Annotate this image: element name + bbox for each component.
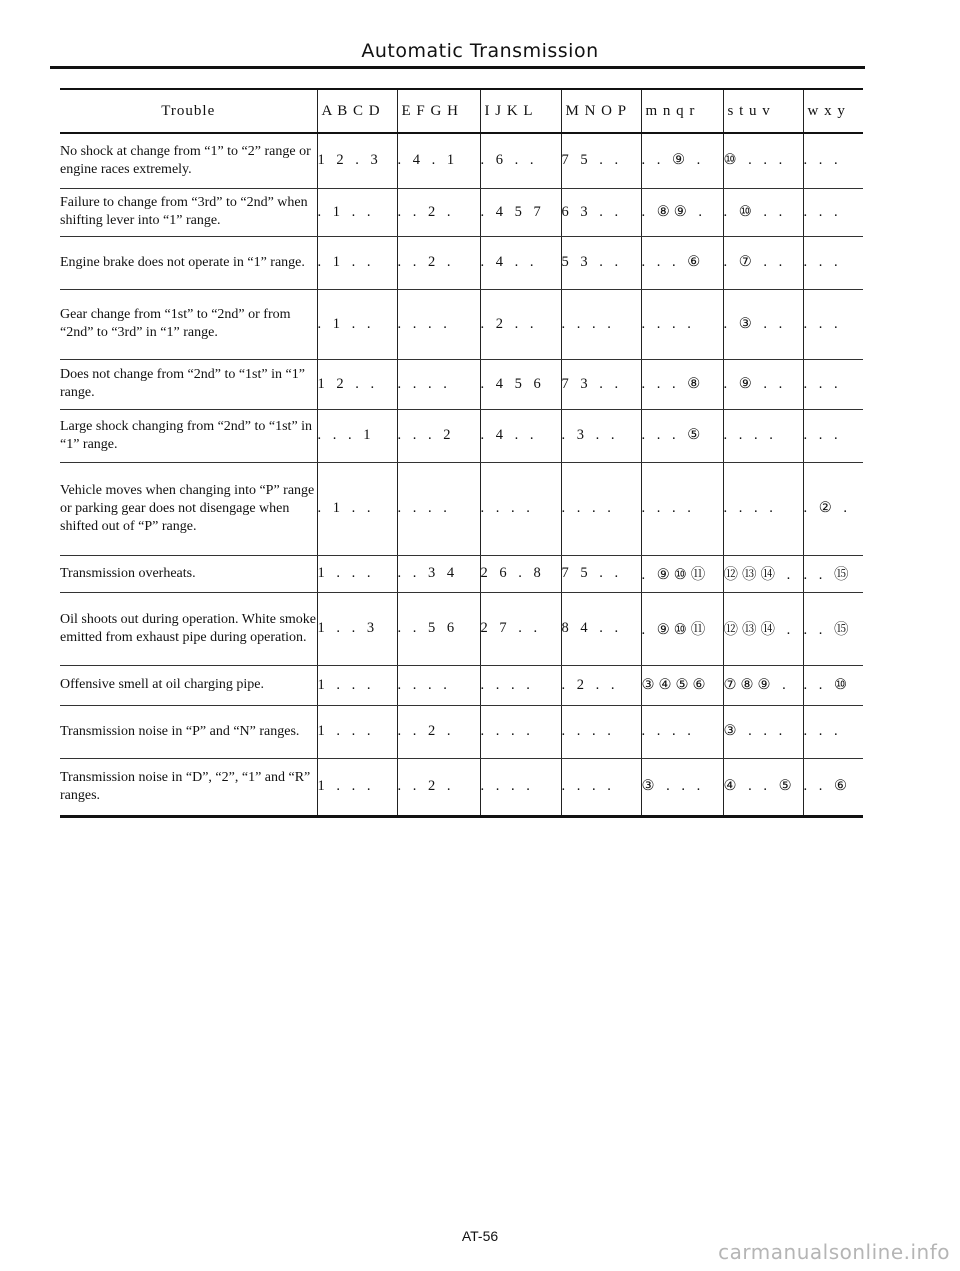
code-cell-efgh: . . . . [397,359,480,409]
code-cell-efgh: . . 3 4 [397,555,480,592]
code-cell-efgh: . . 2 . [397,758,480,816]
code-cell-stuv: ⑫⑬⑭ . [723,592,803,665]
code-cell-wxy: . . ⑩ [803,665,863,705]
code-cell-ijkl: . 4 . . [480,409,561,462]
trouble-description: Offensive smell at oil charging pipe. [60,665,317,705]
code-cell-stuv: ⑫⑬⑭ . [723,555,803,592]
code-cell-efgh: . . . . [397,665,480,705]
table-row [60,758,863,816]
column-header-stuv: s t u v [723,89,803,133]
code-cell-mnop: 7 5 . . [561,555,641,592]
code-cell-wxy: . . . [803,359,863,409]
table-row [60,665,863,705]
title-rule [50,66,865,69]
code-cell-mnop: 7 3 . . [561,359,641,409]
code-cell-stuv: . . . . [723,409,803,462]
code-cell-mnqr: . . . ⑧ [641,359,723,409]
table-row [60,289,863,359]
code-cell-stuv: ⑩ . . . [723,133,803,188]
column-header-abcd: A B C D [317,89,397,133]
code-cell-abcd: . 1 . . [317,188,397,236]
code-cell-stuv: . ⑦ . . [723,236,803,289]
code-cell-ijkl: . . . . [480,758,561,816]
code-cell-abcd: 1 . . . [317,665,397,705]
table-row [60,462,863,555]
trouble-description: Transmission noise in “D”, “2”, “1” and “R” ranges. [60,758,317,816]
table-row [60,592,863,665]
code-cell-mnop: . . . . [561,705,641,758]
code-cell-mnop: 8 4 . . [561,592,641,665]
code-cell-efgh: . . . 2 [397,409,480,462]
code-cell-efgh: . . . . [397,462,480,555]
code-cell-abcd: 1 . . . [317,758,397,816]
trouble-description: Transmission noise in “P” and “N” ranges. [60,705,317,758]
trouble-diagnosis-table [60,88,863,818]
code-cell-stuv: . ③ . . [723,289,803,359]
code-cell-mnop: . . . . [561,289,641,359]
table-row [60,359,863,409]
column-header-ijkl: I J K L [480,89,561,133]
code-cell-abcd: . . . 1 [317,409,397,462]
code-cell-mnqr: . . . . [641,462,723,555]
trouble-description: Oil shoots out during operation. White smoke emitted from exhaust pipe during operation. [60,592,317,665]
code-cell-ijkl: 2 7 . . [480,592,561,665]
code-cell-stuv: ③ . . . [723,705,803,758]
code-cell-mnqr: . . ⑨ . [641,133,723,188]
code-cell-efgh: . . 2 . [397,236,480,289]
column-header-mnop: M N O P [561,89,641,133]
code-cell-mnqr: . ⑨⑩⑪ [641,555,723,592]
trouble-description: Failure to change from “3rd” to “2nd” when shifting lever into “1” range. [60,188,317,236]
code-cell-ijkl: . 4 5 7 [480,188,561,236]
code-cell-stuv: ⑦⑧⑨ . [723,665,803,705]
code-cell-mnop: 6 3 . . [561,188,641,236]
code-cell-stuv: ④ . . ⑤ [723,758,803,816]
code-cell-mnqr: . . . ⑥ [641,236,723,289]
code-cell-efgh: . . . . [397,289,480,359]
code-cell-abcd: 1 . . 3 [317,592,397,665]
code-cell-wxy: . . . [803,236,863,289]
code-cell-ijkl: . . . . [480,705,561,758]
code-cell-mnop: 5 3 . . [561,236,641,289]
trouble-description: Transmission overheats. [60,555,317,592]
code-cell-abcd: 1 . . . [317,705,397,758]
code-cell-wxy: . . . [803,133,863,188]
code-cell-ijkl: . . . . [480,665,561,705]
code-cell-ijkl: . 4 5 6 [480,359,561,409]
code-cell-efgh: . 4 . 1 [397,133,480,188]
trouble-description: No shock at change from “1” to “2” range or engine races extremely. [60,133,317,188]
code-cell-stuv: . ⑩ . . [723,188,803,236]
code-cell-abcd: . 1 . . [317,462,397,555]
code-cell-wxy: . . ⑥ [803,758,863,816]
code-cell-mnqr: ③ . . . [641,758,723,816]
code-cell-abcd: . 1 . . [317,236,397,289]
trouble-description: Large shock changing from “2nd” to “1st” in “1” range. [60,409,317,462]
code-cell-mnqr: . . . ⑤ [641,409,723,462]
code-cell-ijkl: 2 6 . 8 [480,555,561,592]
code-cell-ijkl: . 4 . . [480,236,561,289]
table-header-row [60,89,863,133]
table-row [60,133,863,188]
table-row [60,705,863,758]
code-cell-ijkl: . 6 . . [480,133,561,188]
code-cell-wxy: . . ⑮ [803,592,863,665]
code-cell-abcd: 1 2 . 3 [317,133,397,188]
trouble-description: Does not change from “2nd” to “1st” in “1” range. [60,359,317,409]
code-cell-wxy: . . . [803,705,863,758]
code-cell-mnop: . 2 . . [561,665,641,705]
column-header-efgh: E F G H [397,89,480,133]
page-title: Automatic Transmission [361,40,599,62]
code-cell-mnqr: ③④⑤⑥ [641,665,723,705]
code-cell-stuv: . ⑨ . . [723,359,803,409]
trouble-description: Vehicle moves when changing into “P” range or parking gear does not disengage when shifted out of “P” range. [60,462,317,555]
code-cell-wxy: . . ⑮ [803,555,863,592]
code-cell-abcd: 1 . . . [317,555,397,592]
table-row [60,409,863,462]
code-cell-wxy: . . . [803,289,863,359]
code-cell-stuv: . . . . [723,462,803,555]
trouble-description: Engine brake does not operate in “1” range. [60,236,317,289]
column-header-trouble: Trouble [60,89,317,133]
code-cell-efgh: . . 2 . [397,705,480,758]
code-cell-wxy: . ② . [803,462,863,555]
table-row [60,555,863,592]
code-cell-ijkl: . . . . [480,462,561,555]
code-cell-abcd: 1 2 . . [317,359,397,409]
code-cell-mnqr: . . . . [641,705,723,758]
column-header-wxy: w x y [803,89,863,133]
code-cell-mnqr: . ⑨⑩⑪ [641,592,723,665]
watermark-text: carmanualsonline.info [718,1240,950,1264]
code-cell-mnop: 7 5 . . [561,133,641,188]
code-cell-mnqr: . . . . [641,289,723,359]
code-cell-ijkl: . 2 . . [480,289,561,359]
code-cell-wxy: . . . [803,188,863,236]
code-cell-mnop: . 3 . . [561,409,641,462]
code-cell-efgh: . . 2 . [397,188,480,236]
code-cell-wxy: . . . [803,409,863,462]
code-cell-abcd: . 1 . . [317,289,397,359]
code-cell-efgh: . . 5 6 [397,592,480,665]
table-row [60,188,863,236]
trouble-description: Gear change from “1st” to “2nd” or from “2nd” to “3rd” in “1” range. [60,289,317,359]
table-row [60,236,863,289]
code-cell-mnop: . . . . [561,462,641,555]
code-cell-mnop: . . . . [561,758,641,816]
column-header-mnqr: m n q r [641,89,723,133]
page-number: AT-56 [461,1228,499,1244]
code-cell-mnqr: . ⑧⑨ . [641,188,723,236]
